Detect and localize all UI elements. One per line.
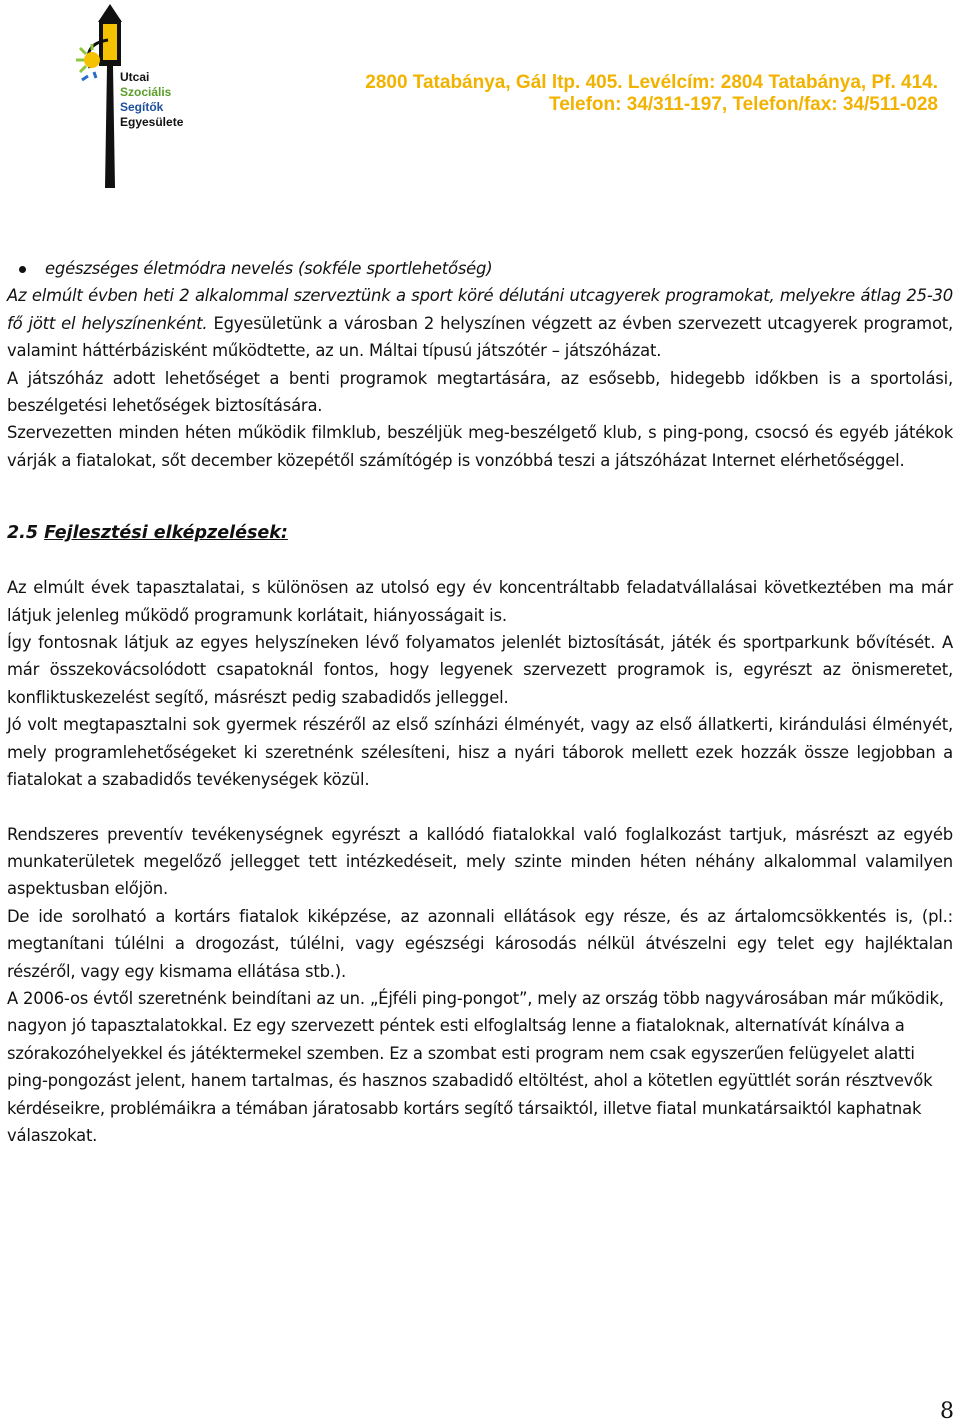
paragraph-midnight-pingpong: A 2006-os évtől szeretnénk beindítani az un. „Éjféli ping-pongot”, mely az ország több nagyvárosában már működik, nagyon jó tapasztalatokkal. Ez egy szervezett péntek esti elfoglaltság lenne a fiataloknak, alternatívát kínálva a szórakozóhelyekkel és játéktermekel szemben. Ez a szombat esti program nem csak egyszerűen felügyelet alatti ping-pongozást jelent, hanem tartalmas, és hasznos szabadidő eltöltést, ahol a kötetlen együttlét során résztvevők kérdéseikre, problémáikra a témában járatosabb kortárs segítő társaiktól, illetve fiatal munkatársaiktól kaphatnak válaszokat.: [7, 988, 944, 1145]
address-line: 2800 Tatabánya, Gál ltp. 405. Levélcím: 2804 Tatabánya, Pf. 414.: [365, 72, 938, 93]
paragraph-sport-programs: [7, 282, 953, 364]
paragraph-weekly-programs: Szervezetten minden héten működik filmklub, beszéljük meg-beszélgető klub, s ping-pong, csocsó és egyéb játékok várják a fiatalokat, sőt december közepétől számítógép is vonzóbbá teszi a játszóházat Internet elérhetőséggel.: [7, 423, 953, 470]
paragraph-experiences: Az elmúlt évek tapasztalatai, s különösen az utolsó egy év koncentráltabb feladatvállalásai következtében ma már látjuk jelenleg működő programunk korlátait, hiányosságait is.: [7, 578, 953, 625]
paragraph-theatre-zoo: Jó volt megtapasztalni sok gyermek részéről az első színházi élményét, vagy az első állatkerti, kirándulási élményét, mely programlehetőségeket ki szeretnénk szélesíteni, hisz a nyári táborok mellett ezek hozzák össze legjobban a fiatalokat a szabadidős tevékenységek közül.: [7, 715, 953, 790]
bullet-item: [7, 255, 953, 282]
org-name-line1: Utcai: [120, 70, 150, 84]
bullet-text: egészséges életmódra nevelés (sokféle sportlehetőség): [45, 259, 493, 278]
bullet-dot-icon: [19, 266, 26, 273]
organization-name: [120, 70, 183, 130]
letterhead: [0, 0, 960, 190]
paragraph-playhouse: A játszóház adott lehetőséget a benti programok megtartására, az esősebb, hidegebb időkben is a sportolási, beszélgetési lehetőségek biztosítására.: [7, 368, 953, 416]
paragraph-sport-programs-part2: Egyesületünk a városban 2 helyszínen végzett az évben szervezett utcagyerek programot, valamint háttérbázisként működtette, az un. Máltai típusú játszótér – játszóházat.: [7, 313, 954, 361]
paragraph-sport-programs-part1: Az elmúlt évben heti 2 alkalommal szerveztünk a sport köré délutáni utcagyerek programokat, melyekre átlag 25-30 fő jött el helyszínenként.: [7, 286, 953, 333]
paragraph-presence: Így fontosnak látjuk az egyes helyszíneken lévő folyamatos jelenlét biztosítását, játék és sportparkunk bővítését. A már összekovácsolódott csapatoknál fontos, hogy legyenek szervezett programok is, egyrészt az önismeretet, konfliktuskezelést segítő, másrészt pedig szabadidős jelleggel.: [7, 633, 953, 707]
document-body: [7, 255, 953, 1149]
heading-number: 2.5: [7, 523, 39, 544]
heading-title: Fejlesztési elképzelések:: [44, 523, 288, 544]
org-name-line3: Segítők: [120, 100, 164, 114]
section-heading: [7, 520, 953, 547]
phone-line: Telefon: 34/311-197, Telefon/fax: 34/511-028: [549, 94, 938, 115]
page-number: 8: [940, 1399, 954, 1424]
org-name-line4: Egyesülete: [120, 115, 184, 129]
paragraph-peer-training: De ide sorolható a kortárs fiatalok kiképzése, az azonnali ellátások egy része, és az ártalomcsökkentés is, (pl.: megtanítani túlélni a drogozást, túlélni, vagy egészségi károsodás nélkül átvészelni egy telet egy hajléktalan részéről, vagy egy kismama ellátása stb.).: [7, 906, 953, 981]
paragraph-preventive: Rendszeres preventív tevékenységnek egyrészt a kallódó fiatalokkal való foglalkozást tartjuk, másrészt az egyéb munkaterületek megelőző jellegget tett intézkedéseit, mely szinte minden héten néhány alkalommal valamilyen aspektusban előjön.: [7, 824, 953, 899]
org-name-line2: Szociális: [120, 85, 172, 99]
contact-block: [365, 72, 938, 116]
